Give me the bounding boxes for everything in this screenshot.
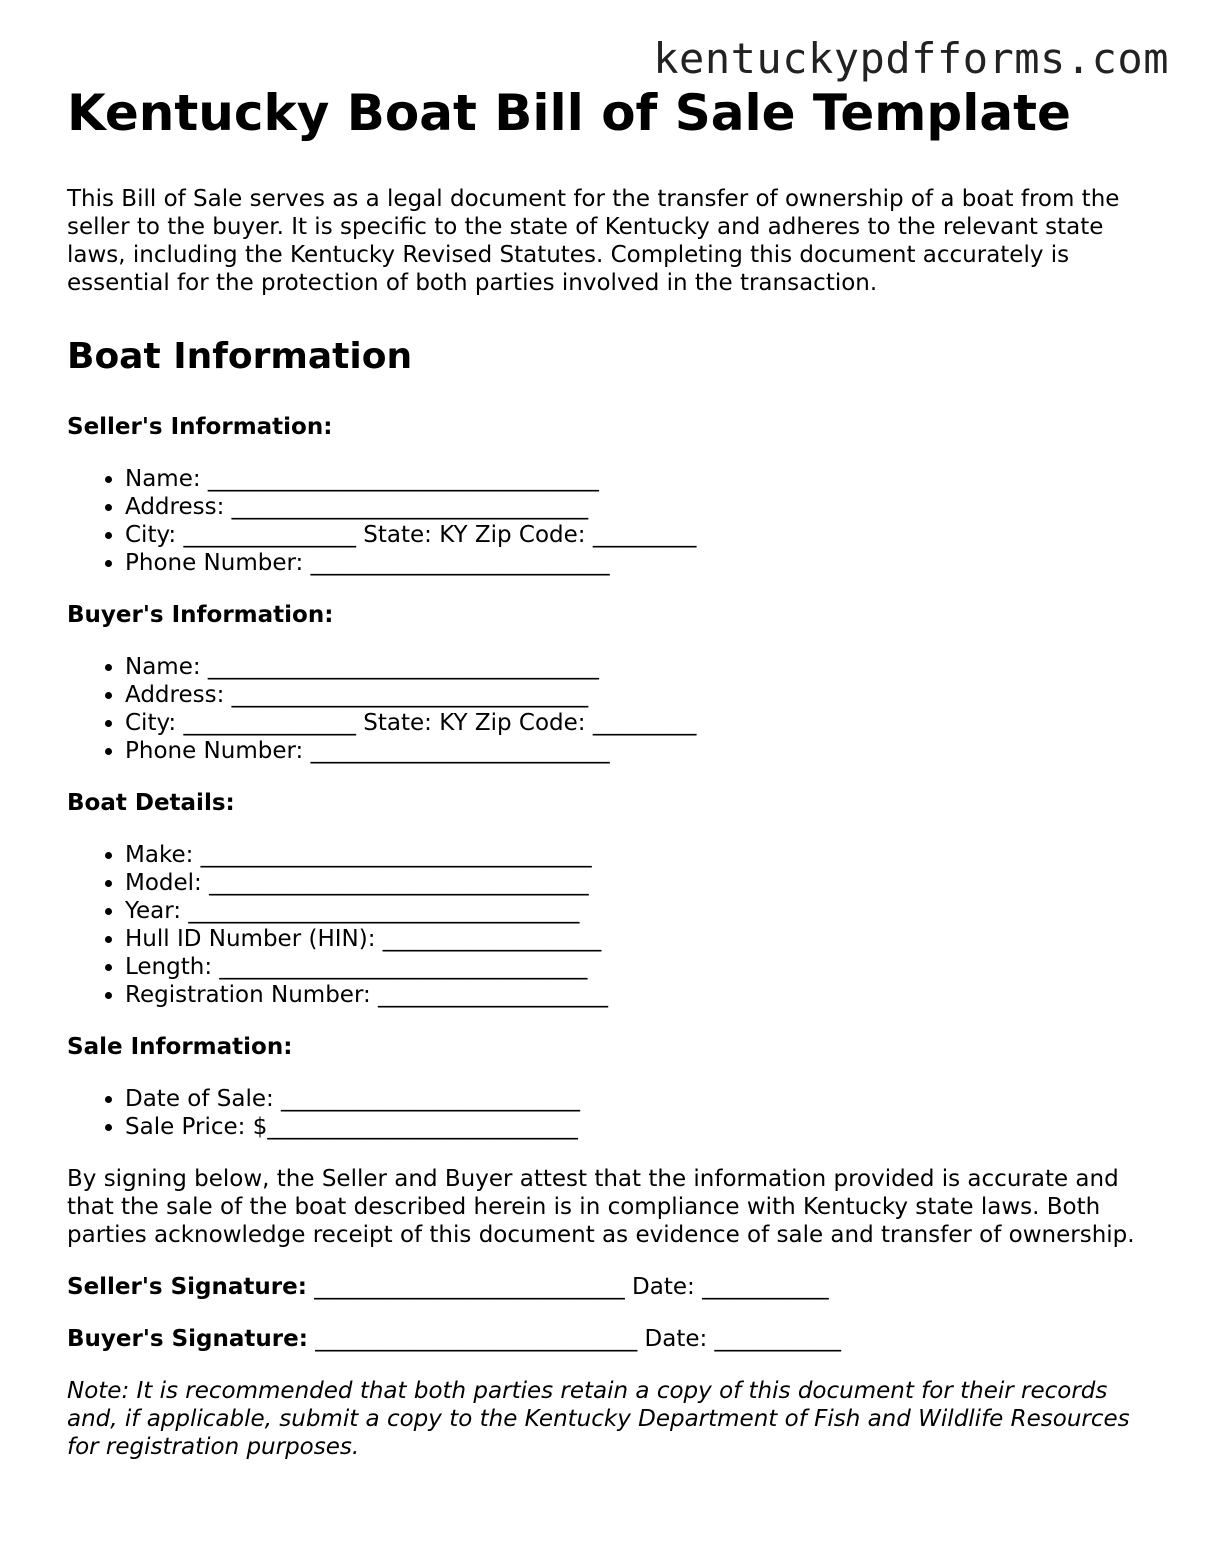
seller-signature-blank[interactable]: ___________________________ Date: ___________	[306, 1273, 829, 1300]
boat-make-field[interactable]: • Make: __________________________________	[125, 841, 1157, 869]
sale-price-field[interactable]: • Sale Price: $___________________________	[125, 1113, 1157, 1141]
buyer-signature-line[interactable]	[67, 1325, 1157, 1353]
boat-registration-field[interactable]: • Registration Number: ____________________	[125, 981, 1157, 1009]
note-paragraph: Note: It is recommended that both parties retain a copy of this document for their records and, if applicable, submit a copy to the Kentucky Department of Fish and Wildlife Resources for registration purposes.	[67, 1377, 1130, 1460]
seller-phone-field[interactable]: • Phone Number: __________________________	[125, 549, 1157, 577]
seller-signature-label: Seller's Signature:	[67, 1273, 307, 1300]
boat-year-field[interactable]: • Year: __________________________________	[125, 897, 1157, 925]
seller-address-field[interactable]: • Address: _______________________________	[125, 493, 1157, 521]
boat-details-heading: Boat Details:	[67, 789, 235, 816]
document-page	[67, 86, 1157, 1461]
boat-length-field[interactable]: • Length: ________________________________	[125, 953, 1157, 981]
sale-date-field[interactable]: • Date of Sale: __________________________	[125, 1085, 1157, 1113]
seller-city-state-zip-field[interactable]: • City: _______________ State: KY Zip Code: _________	[125, 521, 1157, 549]
document-title: Kentucky Boat Bill of Sale Template	[67, 84, 1071, 142]
intro-paragraph: This Bill of Sale serves as a legal document for the transfer of ownership of a boat from the seller to the buyer. It is specific to the state of Kentucky and adheres to the relevant state laws, including the Kentucky Revised Statutes. Completing this document accurately is essential for the protection of both parties involved in the transaction.	[67, 186, 1120, 296]
boat-information-heading: Boat Information	[67, 336, 413, 377]
sale-information-heading: Sale Information:	[67, 1033, 293, 1060]
buyer-address-field[interactable]: • Address: _______________________________	[125, 681, 1157, 709]
attestation-paragraph: By signing below, the Seller and Buyer attest that the information provided is accurate and that the sale of the boat described herein is in compliance with Kentucky state laws. Both parties acknowledge receipt of this document as evidence of sale and transfer of ownership.	[67, 1165, 1135, 1248]
seller-information-list	[67, 465, 1157, 577]
buyer-name-field[interactable]: • Name: __________________________________	[125, 653, 1157, 681]
boat-hin-field[interactable]: • Hull ID Number (HIN): ___________________	[125, 925, 1157, 953]
buyer-phone-field[interactable]: • Phone Number: __________________________	[125, 737, 1157, 765]
buyer-information-heading: Buyer's Information:	[67, 601, 334, 628]
buyer-city-state-zip-field[interactable]: • City: _______________ State: KY Zip Code: _________	[125, 709, 1157, 737]
seller-name-field[interactable]: • Name: __________________________________	[125, 465, 1157, 493]
buyer-signature-blank[interactable]: ____________________________ Date: ___________	[307, 1325, 842, 1352]
boat-model-field[interactable]: • Model: _________________________________	[125, 869, 1157, 897]
site-watermark: kentuckypdfforms.com	[653, 34, 1169, 83]
sale-information-list	[67, 1085, 1157, 1141]
buyer-information-list	[67, 653, 1157, 765]
boat-details-list	[67, 841, 1157, 1009]
buyer-signature-label: Buyer's Signature:	[67, 1325, 308, 1352]
seller-signature-line[interactable]	[67, 1273, 1157, 1301]
seller-information-heading: Seller's Information:	[67, 413, 333, 440]
